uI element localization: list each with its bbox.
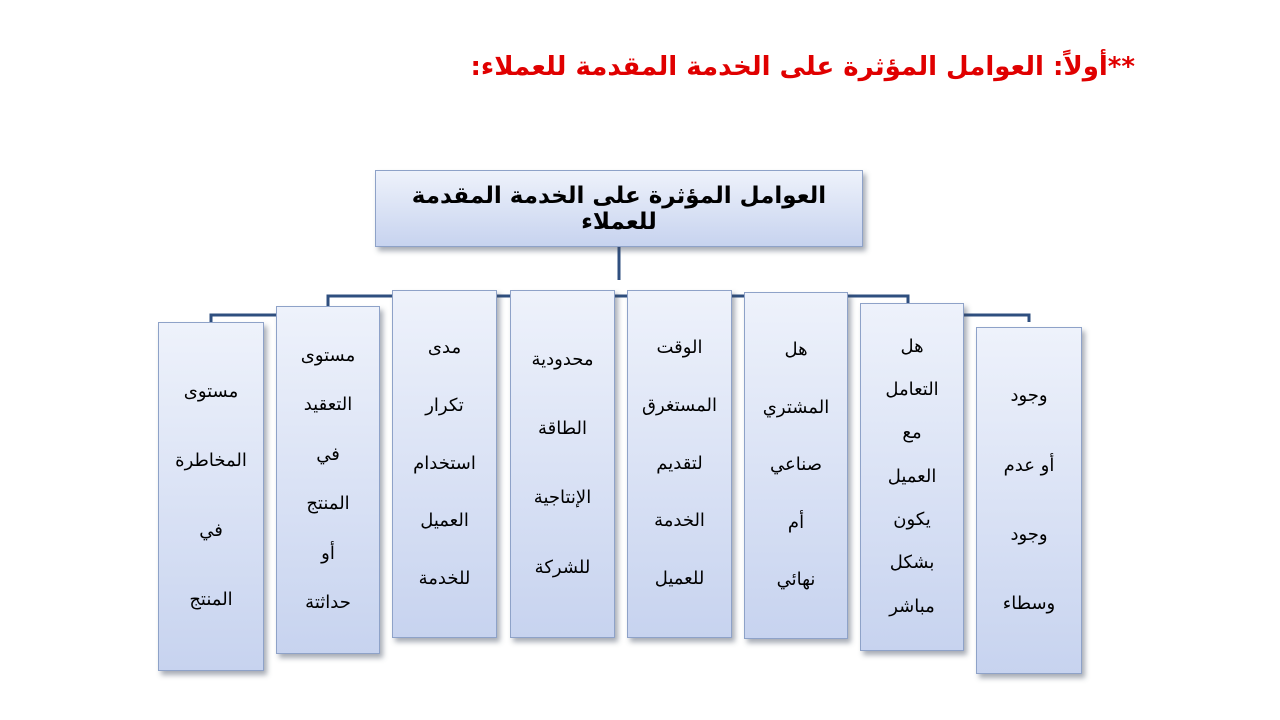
factor-line: المشتري — [762, 396, 830, 418]
factor-box-complexity — [276, 306, 380, 654]
factor-line: مع — [902, 422, 922, 444]
factor-line: العميل — [420, 510, 469, 532]
factor-line: وجود — [1010, 523, 1048, 545]
factor-line: تكرار — [425, 394, 464, 416]
factor-line: استخدام — [413, 452, 476, 474]
factor-line: التعقيد — [303, 394, 353, 416]
factor-box-usage-frequency — [392, 290, 497, 638]
factor-line: محدودية — [531, 348, 594, 370]
factor-line: المخاطرة — [175, 450, 247, 472]
page-heading: **أولاً: العوامل المؤثرة على الخدمة المقدمة للعملاء: — [470, 52, 1135, 82]
factor-line: نهائي — [776, 569, 816, 591]
factor-line: المنتج — [189, 589, 233, 611]
factor-line: العميل — [887, 465, 937, 487]
factor-line: أو — [321, 542, 335, 564]
factor-line: في — [316, 443, 340, 465]
factor-line: أم — [787, 511, 805, 533]
factor-line: هل — [784, 338, 808, 360]
factor-line: التعامل — [885, 378, 939, 400]
factor-line: الإنتاجية — [533, 487, 592, 509]
factor-line: للعميل — [654, 568, 705, 590]
factor-line: حداثتة — [305, 592, 351, 614]
factor-box-buyer-type — [744, 292, 848, 639]
factor-line: لتقديم — [656, 452, 703, 474]
factor-line: صناعي — [770, 454, 822, 476]
factor-line: مستوى — [300, 344, 356, 366]
factor-box-intermediaries — [976, 327, 1082, 674]
factor-line: وجود — [1010, 385, 1048, 407]
factor-line: الطاقة — [538, 417, 587, 439]
factor-line: الخدمة — [654, 510, 705, 532]
factor-line: المستغرق — [642, 394, 717, 416]
factor-line: المنتج — [306, 493, 350, 515]
factor-line: وسطاء — [1002, 592, 1056, 614]
factor-line: مستوى — [183, 380, 239, 402]
factor-line: الوقت — [656, 337, 703, 359]
factor-line: هل — [900, 335, 924, 357]
factor-line: بشكل — [889, 552, 935, 574]
root-node — [375, 170, 863, 247]
factor-line: يكون — [893, 508, 931, 530]
root-label: العوامل المؤثرة على الخدمة المقدمة للعملاء — [411, 182, 827, 235]
factor-box-capacity — [510, 290, 615, 638]
factor-line: في — [199, 519, 223, 541]
factor-box-service-time — [627, 290, 732, 638]
factor-line: أو عدم — [1003, 454, 1055, 476]
factor-line: مباشر — [889, 595, 935, 617]
factor-line: مدى — [427, 337, 462, 359]
factor-line: للشركة — [534, 556, 591, 578]
factor-box-direct-dealing — [860, 303, 964, 651]
factor-box-risk — [158, 322, 264, 671]
factor-line: للخدمة — [418, 568, 471, 590]
